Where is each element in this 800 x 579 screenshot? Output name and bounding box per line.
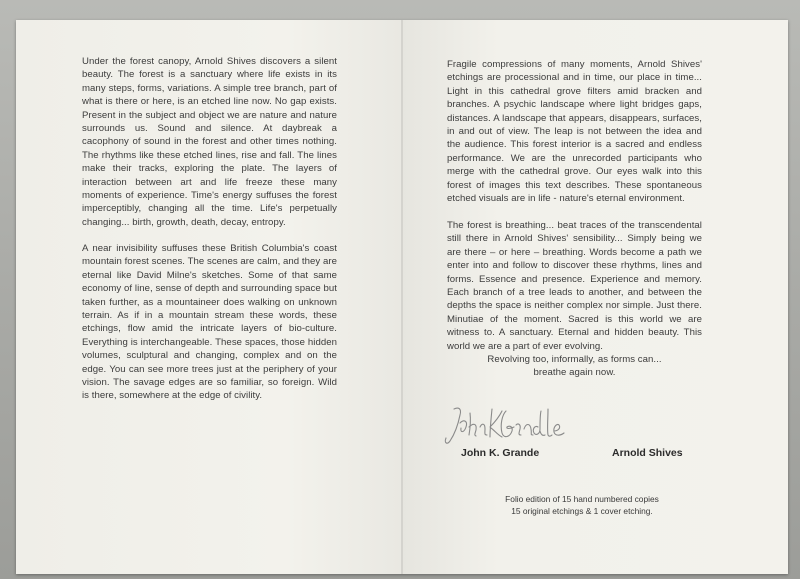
left-paragraph-2 [82,242,337,403]
left-paragraph-1-text: Under the forest canopy, Arnold Shives discovers a silent beauty. The forest is a sanctuary where life exists in its many steps, forms, variations. A simple tree branch, part of what is there or here, is an etched line now. No gap exists. Present in the subject and object we are nature and nature surrounds us. Sound and silence. At daybreak a cacophony of sound in the forest and other times nothing. The rhythms like these etched lines, rise and fall. The lines make their tracks, exploring the plate. The layers of interaction between art and life freeze these many moments of experience. Time's energy suffuses the forest imperceptibly, changing all the time. Life's perpetually changing... birth, growth, death, decay, entropy. [82,56,337,228]
handwritten-signature [440,403,575,449]
center-fold [401,20,403,574]
left-paragraph-2-text: A near invisibility suffuses these British Columbia's coast mountain forest scenes. The scenes are calm, and they are eternal like David Milne's sketches. Some of that same economy of line, sense of depth and surrounding space but taken further, as a mountaineer does walking on unknown terrain. As if in a mountain stream these words, these etchings, flow amid the intricate layers of bio-culture. Everything is interchangeable. These spaces, those hidden volumes, sculptural and changing, complex and on the edge. You can see more trees just at the periphery of your vision. The savage edges are so familiar, so foreign. Wild is there, somewhere at the edge of civility. [82,243,337,402]
colophon [470,494,694,517]
folio-sheet [16,20,788,574]
colophon-line-1: Folio edition of 15 hand numbered copies [505,494,659,504]
right-paragraph-1 [447,58,702,205]
colophon-line-2: 15 original etchings & 1 cover etching. [511,505,653,516]
right-paragraph-2 [447,219,702,380]
left-page [16,20,402,574]
right-page [402,20,788,574]
left-paragraph-1 [82,55,337,229]
closing-line-2: breathe again now. [533,367,616,379]
signer-name-shives: Arnold Shives [612,447,683,459]
right-paragraph-2-text: The forest is breathing... beat traces of the transcendental still there in Arnold Shives' sensibility... Simply being we are there – or here – breathing. Words become a path we enter into and follow to discover these rhythms, lines and forms. Essence and presence. Experience and memory. Each branch of a tree leads to another, and between the depths the space is neither complex nor simple. Just there. Minutiae of the moment. Sacred is this world we are witness to. A sanctuary. Eternal and hidden beauty. This world we are a part of ever evolving. [447,220,702,352]
signer-name-grande: John K. Grande [461,447,540,459]
closing-line-1: Revolving too, informally, as forms can... [487,354,662,366]
right-paragraph-1-text: Fragile compressions of many moments, Arnold Shives' etchings are processional and in time, our place in time... Light in this cathedral grove filters amid bracken and branches. A psychic landscape where light bridges gaps, distances. A landscape that appears, disappears, surfaces, in and out of view. The leap is not between the idea and the audience. This forest interior is a sacred and endless performance. We are the unrecorded participants who merge with the cathedral grove. Our eyes walk into this forest of images this text describes. These spontaneous etched visuals are in life - nature's eternal environment. [447,59,702,205]
